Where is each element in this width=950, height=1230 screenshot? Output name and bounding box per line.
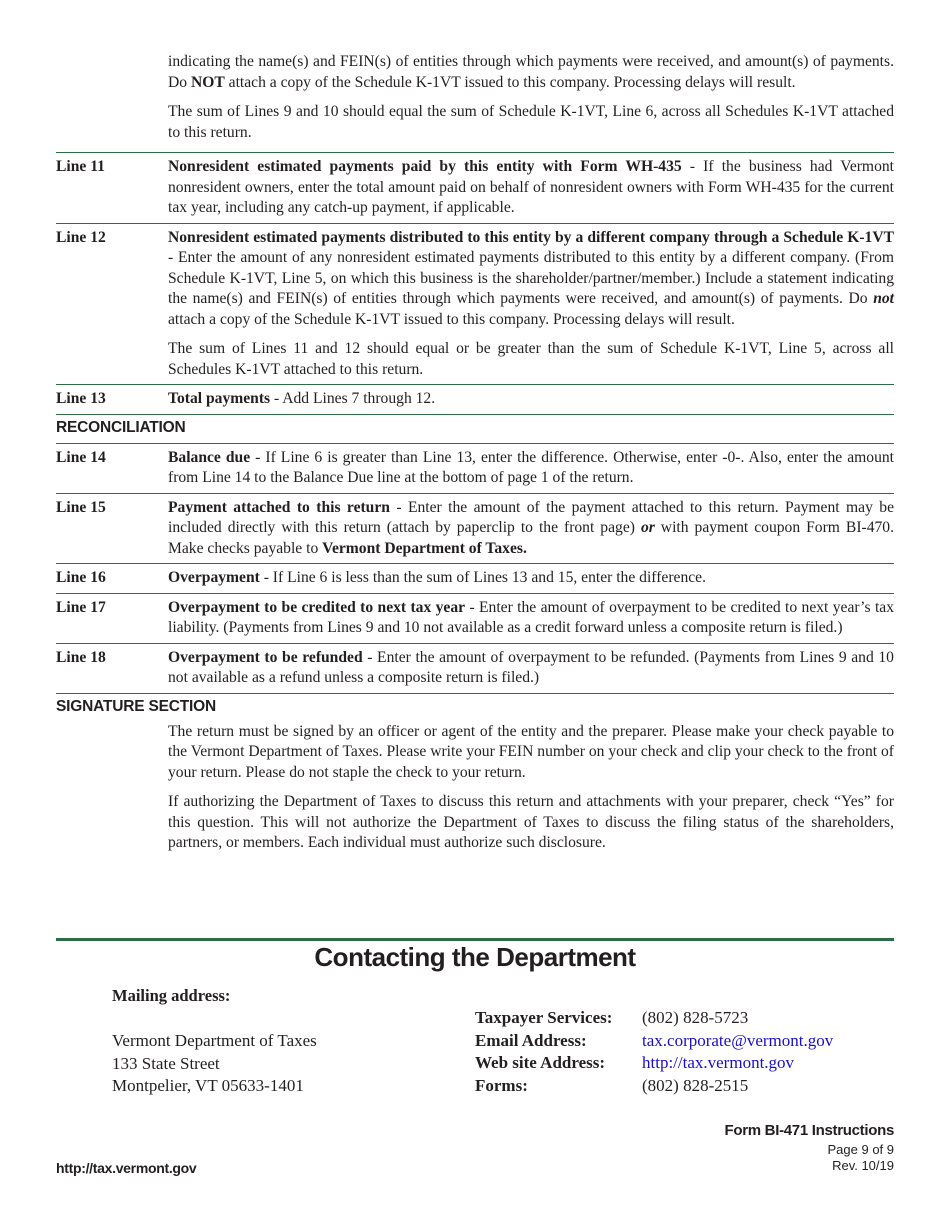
contact-key: Web site Address: <box>475 1053 606 1072</box>
website-link[interactable]: http://tax.vermont.gov <box>642 1053 795 1072</box>
contact-row-email <box>475 1030 833 1053</box>
contact-value: (802) 828-5723 <box>642 1008 749 1027</box>
line-13-row <box>56 384 894 414</box>
line-label: Line 17 <box>56 598 106 616</box>
email-link[interactable]: tax.corporate@vermont.gov <box>642 1030 834 1050</box>
address-line: Vermont Department of Taxes <box>112 1031 317 1050</box>
line-text: - If the business had Vermont nonresident owners, enter the total amount paid on behalf of nonresident owners with Form WH-435 for the current tax year, including any catch-up payment, if applicable. <box>168 158 894 216</box>
line-title: Overpayment <box>168 569 260 586</box>
line-emphasis: not <box>873 290 894 307</box>
intro-emphasis: NOT <box>190 73 225 91</box>
contact-heading: Contacting the Department <box>314 942 636 972</box>
line-description <box>168 568 894 589</box>
contact-row-taxpayer-services <box>475 1007 833 1030</box>
section-heading-reconciliation: RECONCILIATION <box>56 414 894 443</box>
line-label: Line 15 <box>56 498 106 516</box>
line-description <box>168 648 894 689</box>
line-description <box>168 389 894 410</box>
line-note: The sum of Lines 11 and 12 should equal or be greater than the sum of Schedule K-1VT, Line 5, across all Schedules K-1VT attached to this return. <box>168 340 894 378</box>
line-text: - Add Lines 7 through 12. <box>270 390 436 407</box>
contact-row-forms <box>475 1075 833 1098</box>
form-title: Form BI-471 Instructions <box>724 1122 894 1139</box>
payee-name: Vermont Department of Taxes. <box>322 539 527 557</box>
line-text: - If Line 6 is greater than Line 13, enter the difference. Otherwise, enter -0-. Also, enter the amount from Line 14 to the Balance Due line at the bottom of page 1 of the return. <box>168 448 894 486</box>
line-18-row <box>56 643 894 693</box>
line-description <box>168 228 894 381</box>
line-emphasis: or <box>640 519 655 536</box>
line-description <box>168 598 894 639</box>
line-text: - Enter the amount of any nonresident estimated payments distributed to this entity by a different company. (From Schedule K-1VT, Line 5, on which this business is the shareholder/partner/member.) Include a statement indicating the name(s) and FEIN(s) of entities through which payments were received, and amount(s) of payments. Do <box>168 249 894 307</box>
intro-paragraph-1 <box>168 52 894 93</box>
line-text: - If Line 6 is less than the sum of Lines 13 and 15, enter the difference. <box>259 569 706 586</box>
address-line: Montpelier, VT 05633-1401 <box>112 1076 304 1095</box>
line-text: - Enter the amount of overpayment to be credited to next year’s tax liability. (Payments from Lines 9 and 10 not available as a credit forward unless a composite return is filed.) <box>168 598 894 636</box>
line-label: Line 11 <box>56 158 105 175</box>
page-number: Page 9 of 9 <box>827 1142 894 1157</box>
line-label: Line 16 <box>56 569 106 586</box>
line-label: Line 12 <box>56 228 106 246</box>
footer-url: http://tax.vermont.gov <box>56 1160 197 1176</box>
line-title: Overpayment to be refunded <box>168 648 363 666</box>
signature-paragraph-2: If authorizing the Department of Taxes to discuss this return and attachments with your preparer, check “Yes” for this question. This will not authorize the Department of Taxes to discuss the filing status of the shareholders, partners, or members. Each individual must authorize such disclosure. <box>168 793 894 851</box>
contact-row-website <box>475 1052 833 1075</box>
line-14-row <box>56 443 894 493</box>
signature-paragraph-1: The return must be signed by an officer or agent of the entity and the preparer. Please make your check payable to the Vermont Department of Taxes. Please write your FEIN number on your check and clip your check to the front of your return. Please do not staple the check to your return. <box>168 722 894 781</box>
line-description <box>168 498 894 560</box>
line-title: Total payments <box>168 390 271 407</box>
contact-key: Taxpayer Services: <box>475 1008 613 1027</box>
line-description <box>168 448 894 489</box>
line-text-end: with payment coupon Form BI-470. Make checks payable to <box>168 519 894 557</box>
line-label: Line 14 <box>56 448 106 466</box>
mailing-address-label: Mailing address: <box>112 986 231 1005</box>
line-17-row <box>56 593 894 643</box>
instructions-content <box>56 52 894 863</box>
intro-paragraph-2: The sum of Lines 9 and 10 should equal the sum of Schedule K-1VT, Line 6, across all Schedules K-1VT attached to this return. <box>168 103 894 141</box>
line-12-row <box>56 223 894 385</box>
line-11-row <box>56 152 894 223</box>
mailing-address <box>112 1030 317 1098</box>
line-label: Line 13 <box>56 390 106 407</box>
line-title: Balance due <box>168 448 251 466</box>
contact-key: Email Address: <box>475 1030 587 1050</box>
line-title: Nonresident estimated payments distributed to this entity by a different company through a Schedule K-1VT <box>168 228 894 246</box>
revision: Rev. 10/19 <box>832 1158 894 1173</box>
line-text-end: attach a copy of the Schedule K-1VT issued to this company. Processing delays will result. <box>168 310 735 328</box>
line-text: - Enter the amount of the payment attached to this return. Payment may be included directly with this return (attach by paperclip to the front page) <box>168 498 894 536</box>
line-title: Nonresident estimated payments paid by this entity with Form WH-435 <box>168 158 682 175</box>
intro-text-end: attach a copy of the Schedule K-1VT issued to this company. Processing delays will result. <box>224 73 796 91</box>
contact-key: Forms: <box>475 1075 528 1095</box>
contact-table <box>475 1007 833 1097</box>
line-title: Payment attached to this return <box>168 498 390 516</box>
section-heading-signature: SIGNATURE SECTION <box>56 693 894 722</box>
contact-divider <box>56 938 894 941</box>
line-16-row <box>56 563 894 593</box>
address-line: 133 State Street <box>112 1053 220 1073</box>
line-title: Overpayment to be credited to next tax year <box>168 598 466 616</box>
page-footer-info <box>725 1122 895 1173</box>
line-15-row <box>56 493 894 564</box>
line-description <box>168 157 894 219</box>
contact-value: (802) 828-2515 <box>642 1075 749 1095</box>
line-label: Line 18 <box>56 648 106 666</box>
intro-text: indicating the name(s) and FEIN(s) of entities through which payments were received, and amount(s) of payments. Do <box>168 53 894 91</box>
line-text: - Enter the amount of overpayment to be refunded. (Payments from Lines 9 and 10 not available as a refund unless a composite return is filed.) <box>168 648 894 686</box>
